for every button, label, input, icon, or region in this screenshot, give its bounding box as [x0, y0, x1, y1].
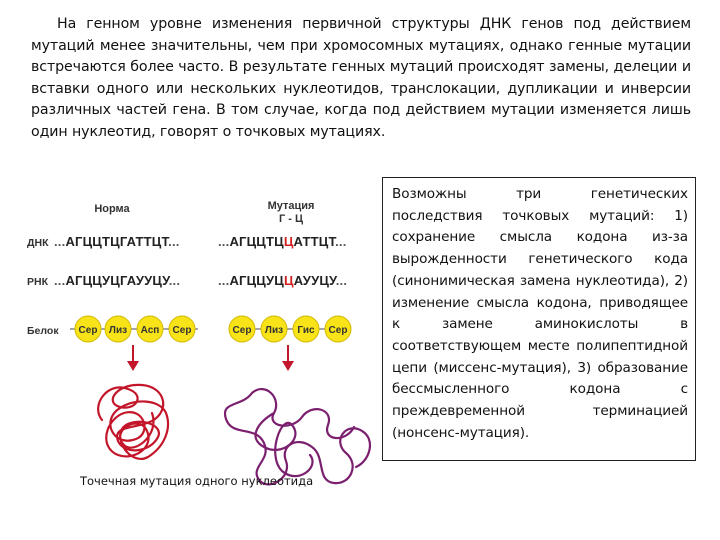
mutated-rna-base: Ц: [283, 273, 294, 288]
seq-dots: ...: [168, 234, 180, 249]
mutant-folded-protein: [225, 389, 370, 484]
norm-arrow: [127, 345, 139, 371]
amino-acid-label: Асп: [140, 325, 160, 336]
amino-acid-label: Лиз: [108, 325, 128, 336]
amino-acid-label: Сер: [78, 325, 98, 336]
dna-row-label: ДНК: [27, 237, 49, 249]
seq-dots: ...: [218, 273, 230, 288]
amino-acid-label: Лиз: [264, 325, 284, 336]
mutant-dna-bases-a: АГЦЦТЦ: [229, 234, 284, 249]
mutation-title: Мутация: [267, 200, 315, 212]
amino-acid-label: Сер: [232, 325, 252, 336]
seq-dots: ...: [54, 273, 66, 288]
mutated-dna-base: Ц: [283, 234, 294, 249]
norm-rna-bases: АГЦЦУЦГАУУЦУ: [65, 273, 169, 288]
amino-acid-label: Сер: [172, 325, 192, 336]
seq-dots: ...: [218, 234, 230, 249]
mutant-rna-bases-a: АГЦЦУЦ: [229, 273, 284, 288]
protein-row-label: Белок: [27, 325, 59, 337]
rna-row-label: РНК: [27, 276, 48, 288]
point-mutation-figure: [20, 185, 380, 495]
seq-dots: ...: [335, 273, 348, 288]
seq-dots: ...: [54, 234, 66, 249]
intro-paragraph: На генном уровне изменения первичной структуры ДНК генов под действием мутаций менее значительны, чем при хромосомных мутациях, однако генные мутации встречаются более часто. В результате генных мутаций происходят замены, делеции и вставки одного или нескольких нуклеотидов, транслокации, дупликации и инверсии различных частей гена. В том случае, когда под действием мутации изменяется лишь один нуклеотид, говорят о точковых мутациях.: [31, 16, 691, 140]
amino-acid-label: Гис: [297, 325, 315, 336]
norm-dna-bases: АГЦЦТЦГАТТЦТ: [65, 234, 169, 249]
consequences-box: Возможны три генетических последствия точковых мутаций: 1) сохранение смысла кодона из-за вырожденности генетического кода (синонимическая замена нуклеотида), 2) изменение смысла кодона, приводящее к замене аминокислоты в соответствующем месте полипептидной цепи (миссенс-мутация), 3) образование бессмысленного кодона с преждевременной терминацией (нонсенс-мутация).: [382, 177, 696, 461]
mutation-subtitle: Г - Ц: [278, 213, 304, 225]
seq-dots: ...: [168, 273, 181, 288]
figure-caption: Точечная мутация одного нуклеотида: [80, 474, 314, 488]
norm-folded-protein: [98, 385, 168, 459]
mutant-rna-bases-b: АУУЦУ: [293, 273, 336, 288]
seq-dots: ...: [335, 234, 347, 249]
amino-acid-label: Сер: [328, 325, 348, 336]
norm-title: Норма: [94, 203, 130, 215]
mutant-arrow: [282, 345, 294, 371]
mutant-dna-bases-b: АТТЦТ: [293, 234, 336, 249]
figure-graphics: [20, 185, 380, 495]
